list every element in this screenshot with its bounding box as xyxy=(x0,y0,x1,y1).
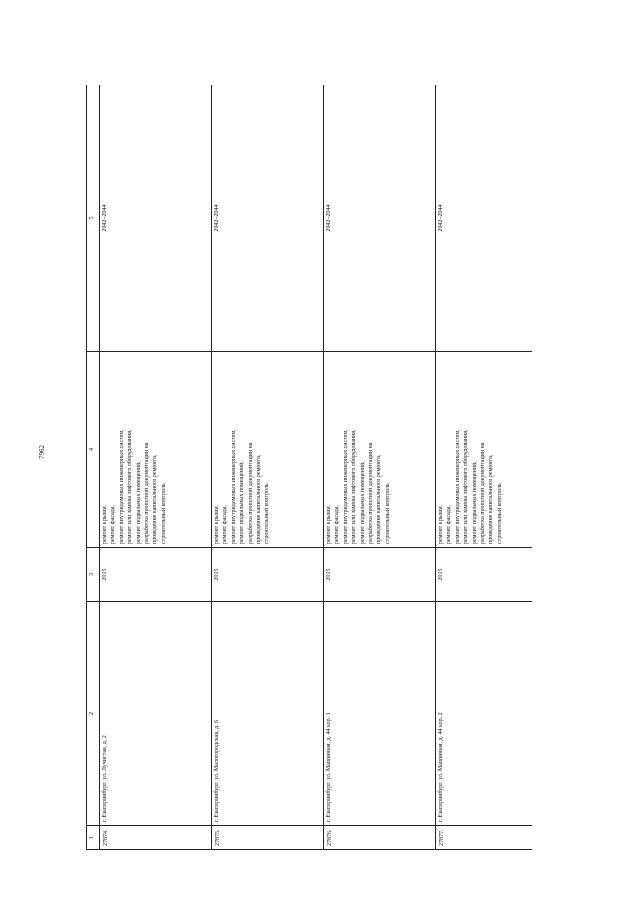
header-row xyxy=(87,85,100,850)
work-item: ремонт крыши, xyxy=(438,504,444,544)
row-number: 27874. xyxy=(100,826,212,850)
work-item: проведение капитального ремонта, xyxy=(256,454,263,544)
works-cell xyxy=(212,352,324,548)
period-cell: 2042–2044 xyxy=(436,85,533,352)
work-item: ремонт фасада, xyxy=(222,505,229,544)
period-cell: 2042–2044 xyxy=(100,85,212,352)
work-item: строительный контроль xyxy=(160,483,167,544)
work-item: ремонт крыши, xyxy=(102,504,108,544)
table-row xyxy=(436,85,533,850)
work-item: ремонт крыши, xyxy=(214,504,220,544)
table-row xyxy=(100,85,212,850)
year-cell: 2015 xyxy=(212,548,324,602)
work-item: ремонт внутридомовых инженерных систем, xyxy=(454,429,461,544)
work-item: разработка проектной документации на xyxy=(480,442,487,544)
period-cell: 2042–2044 xyxy=(324,85,436,352)
work-item: ремонт фасада, xyxy=(110,505,117,544)
period-cell: 2042–2044 xyxy=(212,85,324,352)
work-item: ремонт фасада, xyxy=(334,505,341,544)
row-number: 27875. xyxy=(212,826,324,850)
works-cell xyxy=(100,352,212,548)
work-item: проведение капитального ремонта, xyxy=(152,454,159,544)
work-item: строительный контроль xyxy=(264,483,271,544)
work-item: ремонт фасада, xyxy=(446,505,453,544)
address-cell: г. Екатеринбург, ул. Малогородская, д. 6 xyxy=(212,602,324,826)
works-cell xyxy=(324,352,436,548)
work-item: разработка проектной документации на xyxy=(247,442,254,544)
address-cell: г. Екатеринбург, ул. Машинная, д. 44 кор. 1 xyxy=(324,602,436,826)
works-cell xyxy=(436,352,533,548)
work-item: строительный контроль xyxy=(496,483,503,544)
work-item: ремонт или замена лифтового оборудования, xyxy=(127,429,134,544)
header-col-4: 4 xyxy=(87,352,100,548)
address-cell: г. Екатеринбург, ул. Лучистая, д. 2 xyxy=(100,602,212,826)
work-item: разработка проектной документации на xyxy=(144,442,151,544)
work-item: ремонт внутридомовых инженерных систем, xyxy=(230,429,237,544)
header-col-2: 2 xyxy=(87,602,100,826)
work-item: проведение капитального ремонта, xyxy=(376,454,383,544)
work-item: ремонт внутридомовых инженерных систем, xyxy=(118,429,125,544)
header-col-3: 3 xyxy=(87,548,100,602)
work-item: ремонт подвальных помещений, xyxy=(359,461,366,544)
row-number: 27876. xyxy=(324,826,436,850)
work-item: ремонт подвальных помещений, xyxy=(239,461,246,544)
table-row xyxy=(212,85,324,850)
page-number: 7962 xyxy=(38,445,46,459)
work-item: ремонт или замена лифтового оборудования, xyxy=(351,429,358,544)
year-cell: 2015 xyxy=(100,548,212,602)
rotated-table-frame xyxy=(86,85,532,850)
work-item: ремонт крыши, xyxy=(326,504,332,544)
repair-schedule-table xyxy=(86,85,532,850)
work-item: ремонт внутридомовых инженерных систем, xyxy=(342,429,349,544)
work-item: ремонт подвальных помещений, xyxy=(135,461,142,544)
work-item: разработка проектной документации на xyxy=(368,442,375,544)
work-item: ремонт или замена лифтового оборудования, xyxy=(463,429,470,544)
work-item: ремонт подвальных помещений, xyxy=(471,461,478,544)
row-number: 27877. xyxy=(436,826,533,850)
header-col-5: 5 xyxy=(87,85,100,352)
year-cell: 2015 xyxy=(324,548,436,602)
header-col-1: 1 xyxy=(87,826,100,850)
address-cell: г. Екатеринбург, ул. Машинная, д. 44 кор. 2 xyxy=(436,602,533,826)
table-row xyxy=(324,85,436,850)
work-item: строительный контроль xyxy=(384,483,391,544)
repair-schedule-table-container xyxy=(86,85,532,850)
year-cell: 2015 xyxy=(436,548,533,602)
work-item: проведение капитального ремонта, xyxy=(488,454,495,544)
